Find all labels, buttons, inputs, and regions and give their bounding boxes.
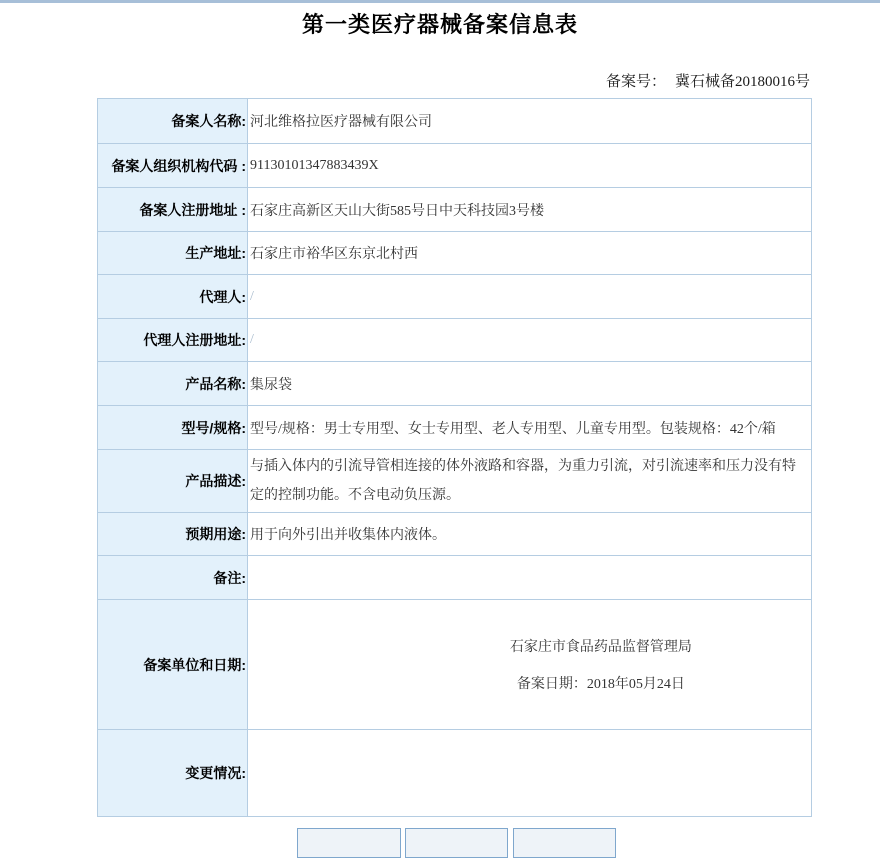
- top-accent-line: [0, 0, 880, 3]
- table-row-agent: [98, 275, 812, 319]
- row-value: [248, 556, 812, 600]
- row-value: 河北维格拉医疗器械有限公司: [248, 99, 812, 144]
- row-label: 生产地址:: [98, 232, 248, 275]
- table-row-remarks: [98, 556, 812, 600]
- table-row-model-spec: [98, 406, 812, 450]
- bottom-button-3[interactable]: [513, 828, 616, 858]
- filing-number-label: 备案号：: [605, 74, 666, 90]
- row-value: 石家庄高新区天山大街585号日中天科技园3号楼: [248, 188, 812, 232]
- filing-number-value: 冀石械备20180016号: [674, 74, 810, 90]
- row-value: 石家庄市裕华区东京北村西: [248, 232, 812, 275]
- table-row-org-code: [98, 144, 812, 188]
- filing-number: [97, 70, 810, 91]
- table-row-registered-address: [98, 188, 812, 232]
- row-label: 代理人:: [98, 275, 248, 319]
- filing-organization: 石家庄市食品药品监督管理局: [509, 640, 692, 655]
- row-label: 备案人组织机构代码 :: [98, 144, 248, 188]
- row-label: 预期用途:: [98, 513, 248, 556]
- table-row-product-description: [98, 450, 812, 513]
- table-row-product-name: [98, 362, 812, 406]
- table-row-production-address: [98, 232, 812, 275]
- row-label: 变更情况:: [98, 730, 248, 817]
- row-label: 备案人注册地址 :: [98, 188, 248, 232]
- row-value: 用于向外引出并收集体内液体。: [248, 513, 812, 556]
- table-row-applicant-name: [98, 99, 812, 144]
- row-value: /: [248, 319, 812, 362]
- filing-org-date-block: [406, 636, 796, 693]
- row-value: 与插入体内的引流导管相连接的体外液路和容器，为重力引流，对引流速率和压力没有特定的控制功能。不含电动负压源。: [248, 450, 812, 513]
- row-value: 91130101347883439X: [248, 144, 812, 188]
- table-row-change-status: [98, 730, 812, 817]
- filing-info-table: [97, 98, 812, 817]
- table-row-filing-org-date: [98, 600, 812, 730]
- page-title: 第一类医疗器械备案信息表: [301, 12, 578, 37]
- row-label: 备案单位和日期:: [98, 600, 248, 730]
- row-label: 代理人注册地址:: [98, 319, 248, 362]
- bottom-button-1[interactable]: [297, 828, 401, 858]
- row-label: 备注:: [98, 556, 248, 600]
- table-row-intended-use: [98, 513, 812, 556]
- row-value: 集尿袋: [248, 362, 812, 406]
- row-label: 型号/规格:: [98, 406, 248, 450]
- row-label: 备案人名称:: [98, 99, 248, 144]
- filing-date: 备案日期：2018年05月24日: [516, 677, 685, 692]
- row-value: [248, 730, 812, 817]
- table-row-agent-address: [98, 319, 812, 362]
- row-value: 型号/规格：男士专用型、女士专用型、老人专用型、儿童专用型。包装规格：42个/箱: [248, 406, 812, 450]
- row-value: [248, 600, 812, 730]
- row-label: 产品描述:: [98, 450, 248, 513]
- row-value: /: [248, 275, 812, 319]
- bottom-button-2[interactable]: [405, 828, 508, 858]
- row-label: 产品名称:: [98, 362, 248, 406]
